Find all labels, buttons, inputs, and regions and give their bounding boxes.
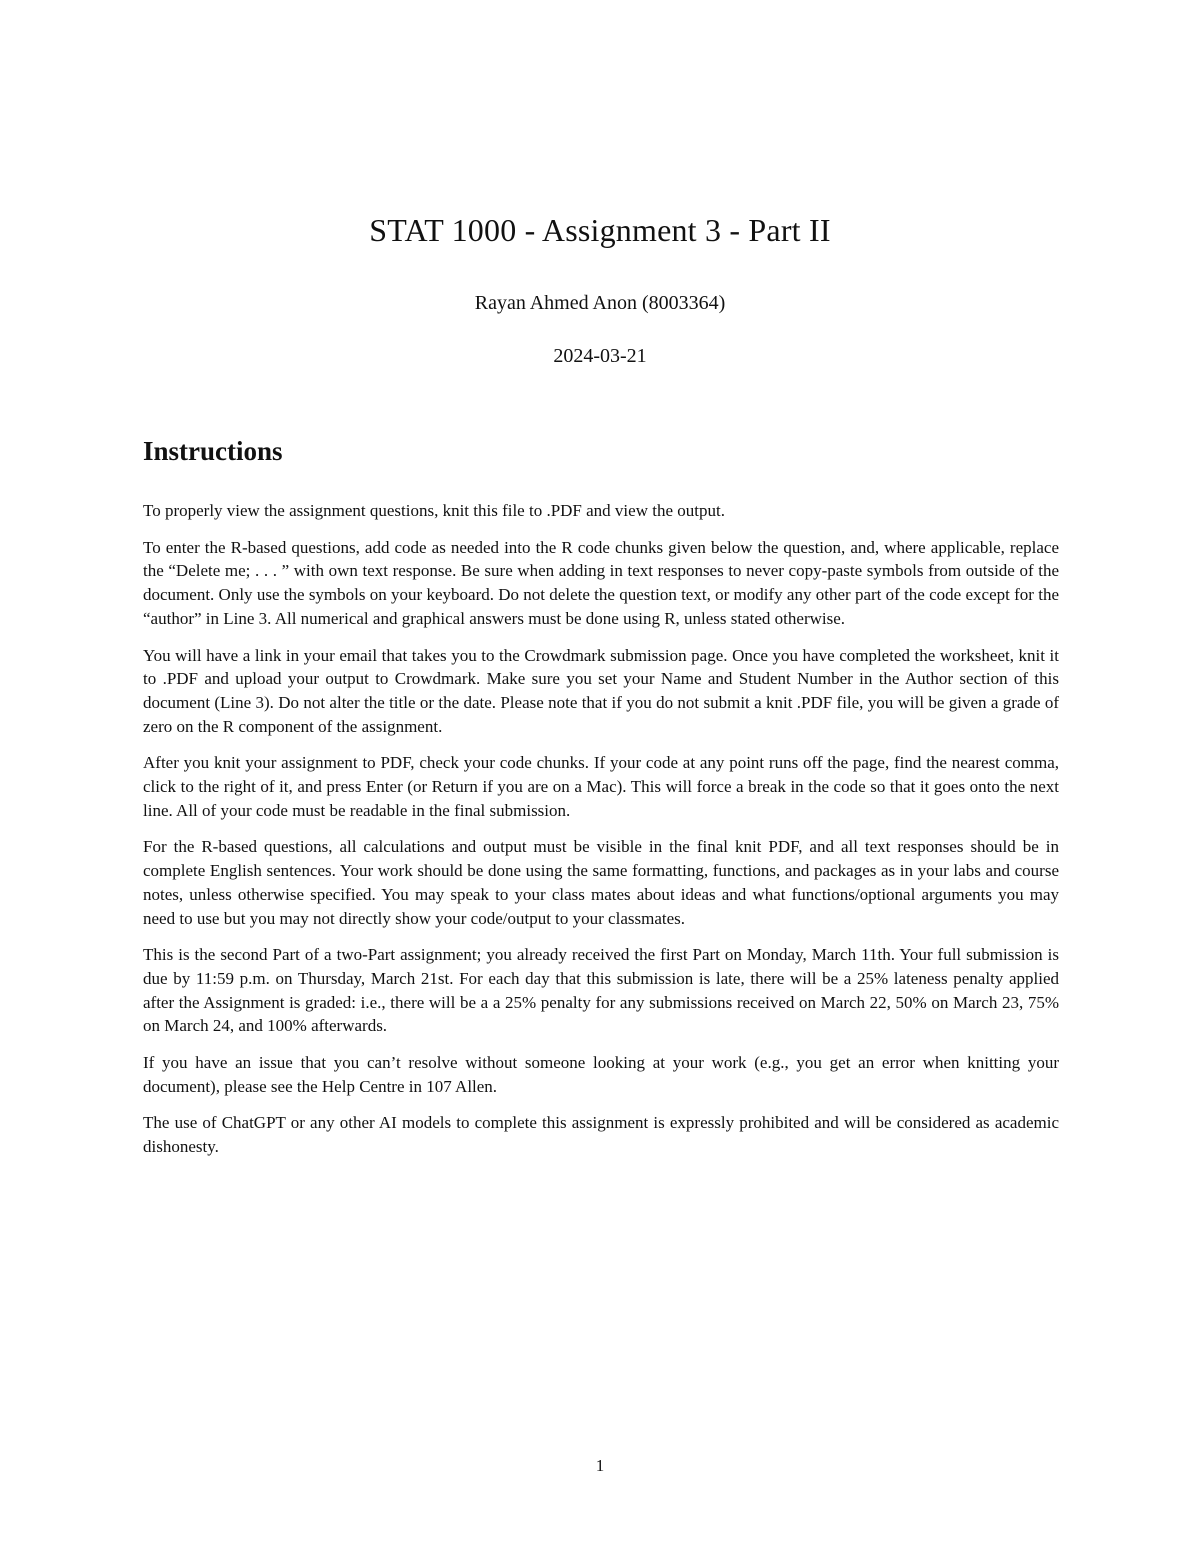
section-heading-instructions: Instructions — [143, 436, 283, 466]
paragraph-r-questions: To enter the R-based questions, add code as needed into the R code chunks given below the question, and, where applicable, replace the “Delete me; . . . ” with own text response. Be sure when adding in text responses to never copy-paste symbols from outside of the document. Only use the symbols on your keyboard. Do not delete the question text, or modify any other part of the code except for the “author” in Line 3. All numerical and graphical answers must be done using R, unless stated otherwise. — [143, 537, 1059, 628]
instructions-body — [143, 499, 1059, 1172]
page-number: 1 — [595, 1456, 605, 1475]
paragraph-help-centre: If you have an issue that you can’t resolve without someone looking at your work (e.g., you get an error when knitting your document), please see the Help Centre in 107 Allen. — [143, 1053, 1059, 1096]
document-author: Rayan Ahmed Anon (8003364) — [474, 292, 726, 314]
paragraph-code-chunks: After you knit your assignment to PDF, check your code chunks. If your code at any point runs off the page, find the nearest comma, click to the right of it, and press Enter (or Return if you are on a Mac). This will force a break in the code so that it goes onto the next line. All of your code must be readable in the final submission. — [143, 753, 1059, 820]
paragraph-view-instructions: To properly view the assignment questions, knit this file to .PDF and view the output. — [143, 501, 725, 520]
paragraph-crowdmark-submission: You will have a link in your email that takes you to the Crowdmark submission page. Once you have completed the worksheet, knit it to .PDF and upload your output to Crowdmark. Make sure you set your Name and Student Number in the Author section of this document (Line 3). Do not alter the title or the date. Please note that if you do not submit a knit .PDF file, you will be given a grade of zero on the R component of the assignment. — [143, 645, 1059, 736]
document-title: STAT 1000 - Assignment 3 - Part II — [369, 212, 831, 248]
document-date: 2024-03-21 — [553, 345, 647, 367]
paragraph-ai-policy: The use of ChatGPT or any other AI models to complete this assignment is expressly prohibited and will be considered as academic dishonesty. — [143, 1113, 1059, 1157]
paragraph-due-date: This is the second Part of a two-Part assignment; you already received the first Part on Monday, March 11th. Your full submission is due by 11:59 p.m. on Thursday, March 21st. For each day that this submission is late, there will be a 25% lateness penalty applied after the Assignment is graded: i.e., there will be a a 25% penalty for any submissions received on March 22, 50% on March 23, 75% on March 24, and 100% afterwards. — [143, 945, 1059, 1036]
paragraph-output-visibility: For the R-based questions, all calculations and output must be visible in the final knit PDF, and all text responses should be in complete English sentences. Your work should be done using the same formatting, functions, and packages as in your labs and course notes, unless otherwise specified. You may speak to your class mates about ideas and what functions/optional arguments you may need to use but you may not directly show your code/output to your classmates. — [143, 837, 1059, 928]
